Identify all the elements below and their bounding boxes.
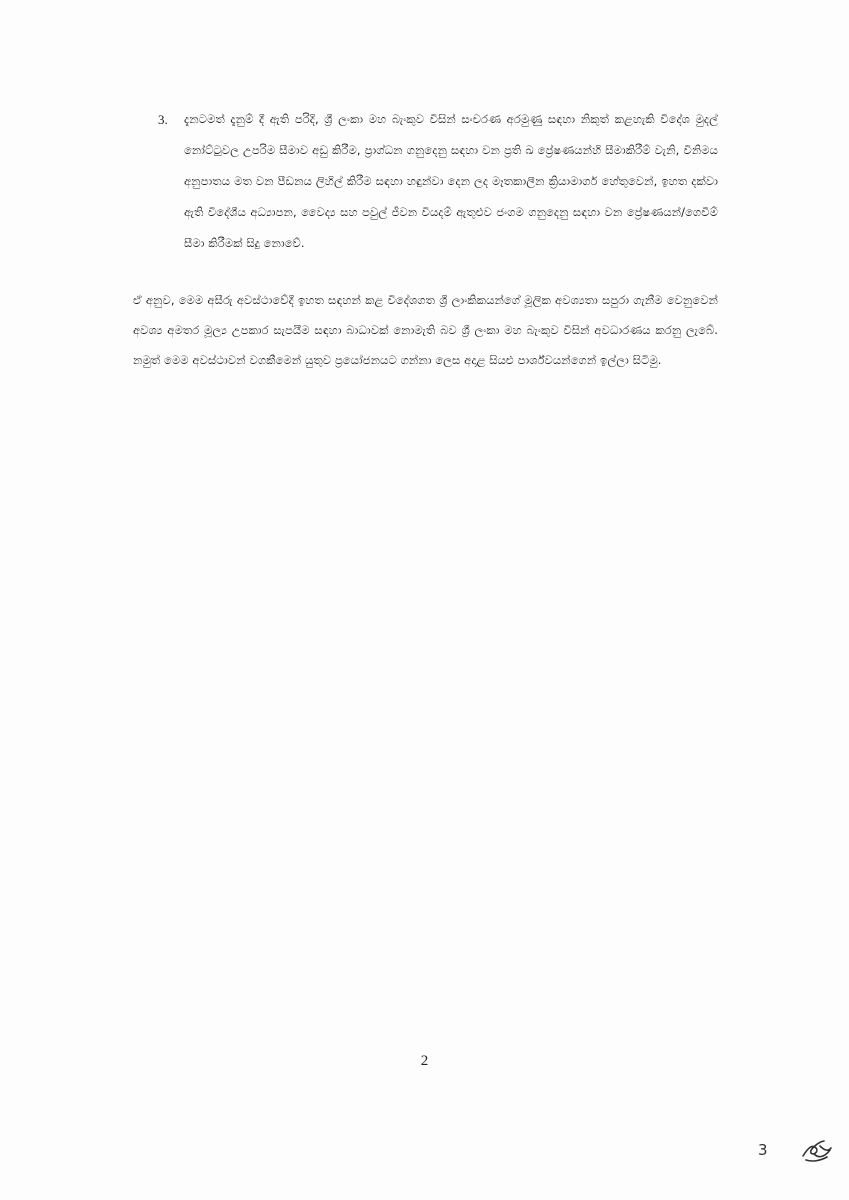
corner-mark: 3 (758, 1141, 768, 1159)
item-number: 3. (158, 112, 168, 127)
page-number: 2 (420, 1053, 429, 1069)
body-paragraph: ඒ අනුව, මෙම අසීරු අවස්ථාවේදී ඉහත සඳහන් කළ විදේශගත ශ්‍රී ලාංකිකයන්ගේ මූලික අවශ්‍යතා සපුරා ගැනීම වෙනුවෙන් අවශ්‍ය අමතර මූල්‍ය උපකාර සැපයීම සඳහා බාධාවක් නොමැති බව ශ්‍රී ලංකා මහ බැංකුව විසින් අවධාරණය කරනු ලැබේ. නමුත් මෙම අවස්ථාවන් වගකීමෙන් යුතුව ප්‍රයෝජනයට ගන්නා ලෙස අදාළ සියළු පාර්ශ්වයන්ගෙන් ඉල්ලා සිටිමු. (133, 293, 718, 367)
numbered-item (158, 104, 718, 259)
item-text: දැනටමත් දැනුම් දී ඇති පරිදි, ශ්‍රී ලංකා මහ බැංකුව විසින් සංචරණ අරමුණු සඳහා නිකුත් කළහැකි විදේශ මුදල් නෝට්ටුවල උපරිම සීමාව අඩු කිරීම, ප්‍රාග්ධන ගනුදෙනු සඳහා වන ප්‍රති ඛ ප්‍රේෂණයන්හි සීමාකිරීම් වැනි, විනිමය අනුපාතය මත වන පීඩනය ලිහිල් කිරීම සඳහා හඳුන්වා දෙන ලද මෑතකාලීන ක්‍රියාමාර්ග හේතුවෙන්, ඉහත දක්වා ඇති විදේශීය අධ්‍යාපන, වෛද්‍ය සහ පවුල් ජීවන වියදම් ඇතුළුව ජංගම ගනුදෙනු සඳහා වන ප්‍රේෂණයන්/ගෙවීම් සීමා කිරීමක් සිදු නොවේ. (184, 112, 718, 250)
handwritten-initial-icon (800, 1136, 834, 1164)
